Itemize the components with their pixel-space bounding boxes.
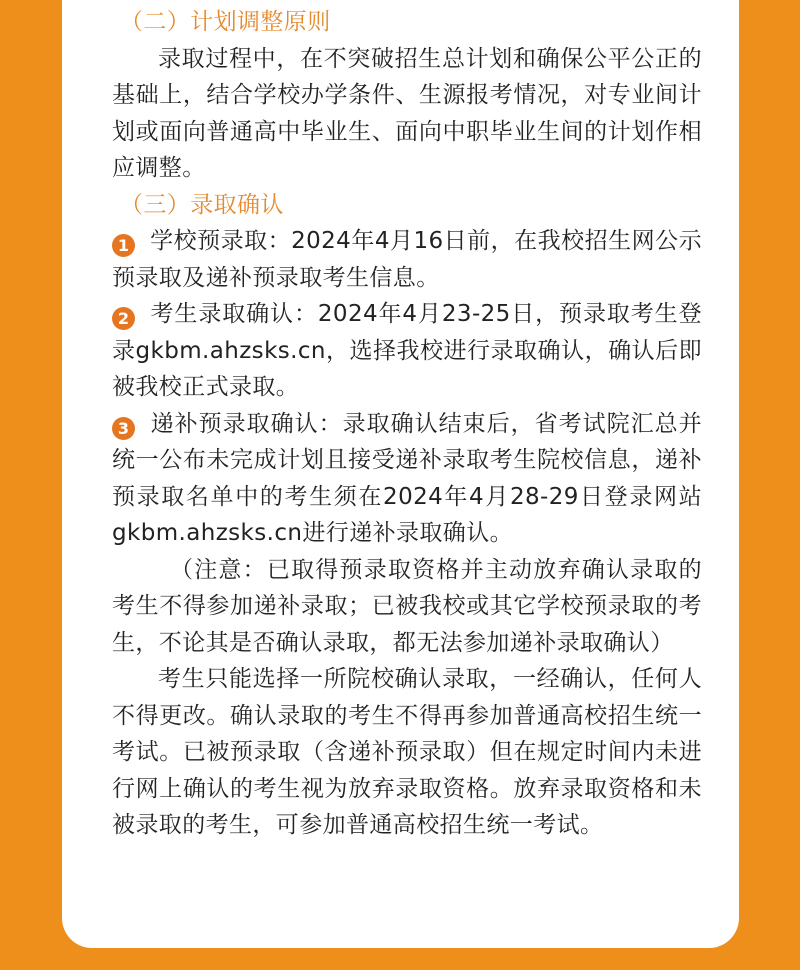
list-item-text: 考生录取确认：2024年4月23-25日，预录取考生登录gkbm.ahzsks.cn，选择我校进行录取确认，确认后即被我校正式录取。 [112, 301, 702, 400]
content-card [62, 0, 739, 948]
closing-paragraph: 考生只能选择一所院校确认录取，一经确认，任何人不得更改。确认录取的考生不得再参加普通高校招生统一考试。已被预录取（含递补预录取）但在规定时间内未进行网上确认的考生视为放弃录取资格。放弃录取资格和未被录取的考生，可参加普通高校招生统一考试。 [112, 666, 702, 838]
article-body [112, 4, 702, 844]
list-item-supplementary-confirm [112, 406, 702, 552]
number-badge-1: 1 [112, 234, 135, 257]
plan-adjustment-paragraph: 录取过程中，在不突破招生总计划和确保公平公正的基础上，结合学校办学条件、生源报考情况，对专业间计划或面向普通高中毕业生、面向中职毕业生间的计划作相应调整。 [112, 45, 702, 181]
list-item-admission-confirm [112, 296, 702, 406]
list-item-text: 递补预录取确认：录取确认结束后，省考试院汇总并统一公布未完成计划且接受递补录取考生院校信息，递补预录取名单中的考生须在2024年4月28-29日登录网站gkbm.ahzsks.cn进行递补录取确认。 [112, 410, 702, 546]
list-item-pre-admission [112, 223, 702, 296]
number-badge-2: 2 [112, 307, 135, 330]
section-heading-plan-adjustment: （二）计划调整原则 [120, 9, 331, 35]
section-heading-admission-confirmation: （三）录取确认 [120, 191, 284, 218]
note-paragraph: （注意：已取得预录取资格并主动放弃确认录取的考生不得参加递补录取；已被我校或其它学校预录取的考生，不论其是否确认录取，都无法参加递补录取确认） [112, 556, 702, 656]
list-item-text: 学校预录取：2024年4月16日前，在我校招生网公示预录取及递补预录取考生信息。 [112, 228, 702, 291]
number-badge-3: 3 [112, 417, 135, 440]
